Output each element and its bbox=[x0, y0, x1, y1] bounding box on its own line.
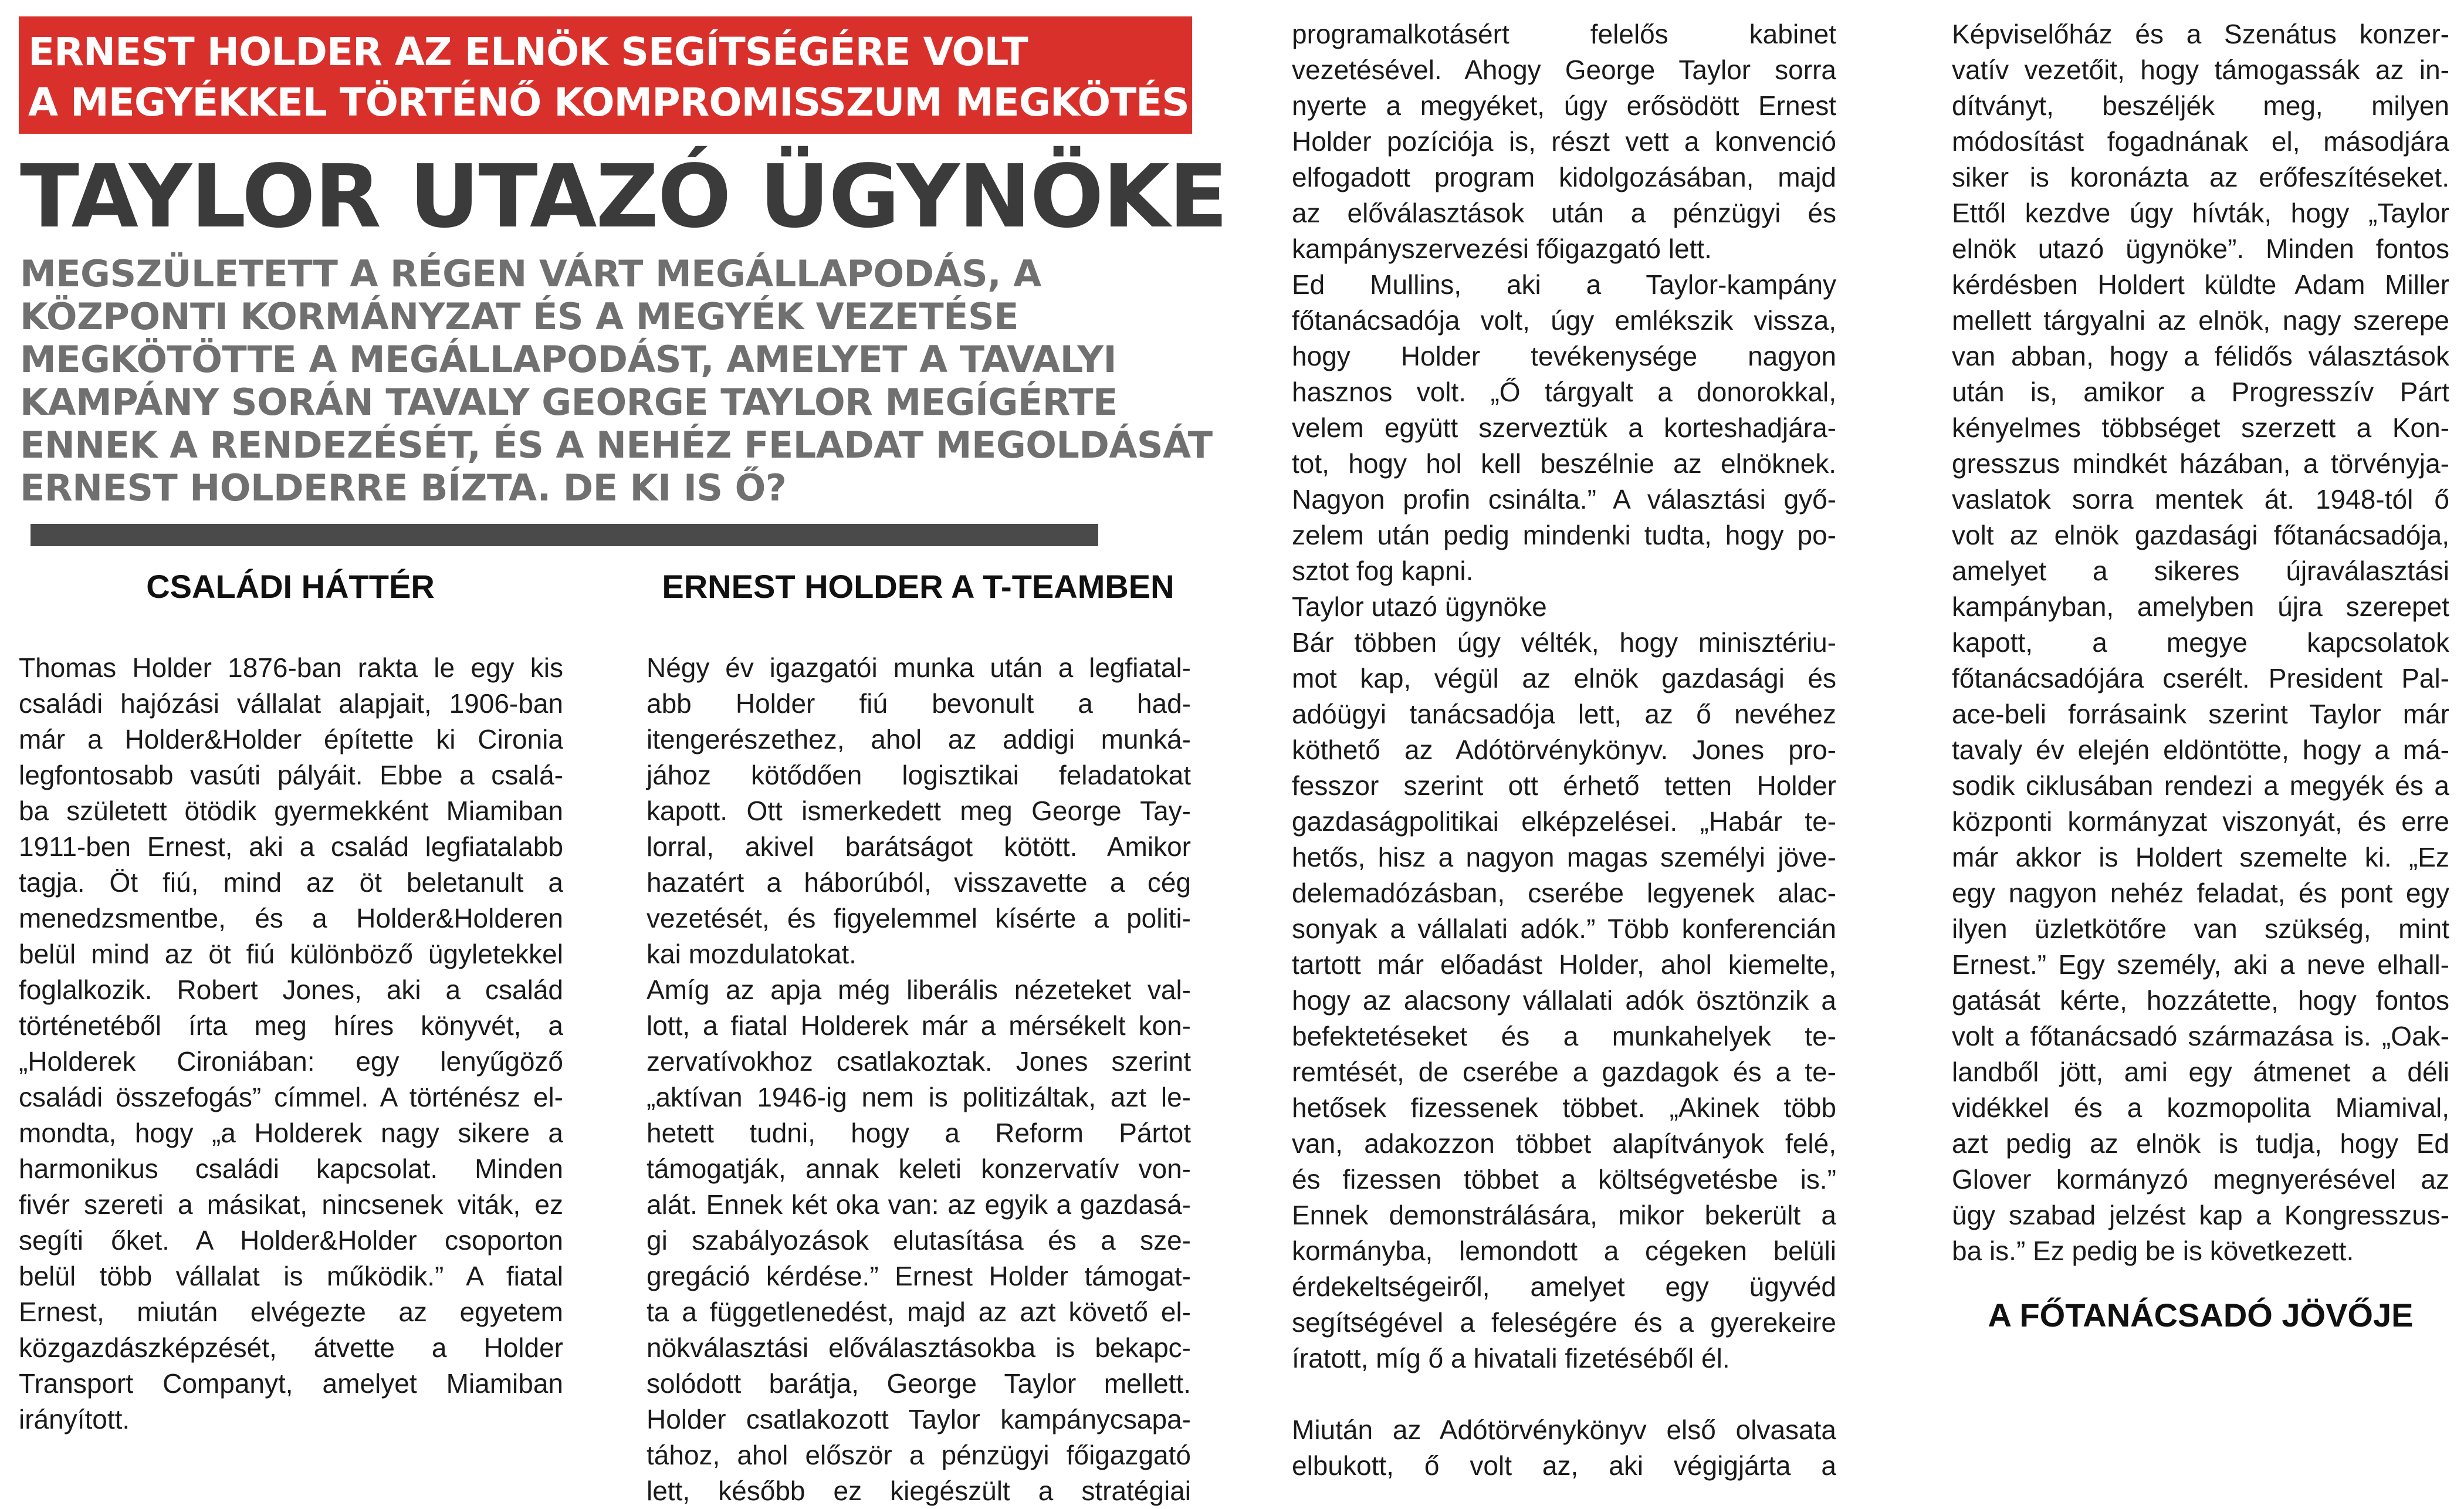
text-line: programalkotásért felelős kabinet bbox=[1292, 19, 1836, 49]
text-line: velem együtt szerveztük a korteshadjára- bbox=[1292, 412, 1836, 443]
text-line: hasznos volt. „Ő tárgyalt a donorokkal, bbox=[1292, 377, 1836, 407]
text-line: amelyet a sikeres újraválasztási bbox=[1952, 556, 2449, 586]
text-line: kényelmes többséget szerzett a Kon- bbox=[1952, 412, 2449, 443]
text-line: zelem után pedig mindenki tudta, hogy po- bbox=[1292, 520, 1836, 550]
text-line: főtanácsadójára cserélt. President Pal- bbox=[1952, 663, 2449, 693]
text-line: elnök utazó ügynöke”. Minden fontos bbox=[1952, 234, 2449, 264]
text-line: íratott, míg ő a hivatali fizetéséből él. bbox=[1292, 1343, 1730, 1373]
text-line: gatását kérte, hozzátette, hogy fontos bbox=[1952, 985, 2449, 1016]
text-line: ta a függetlenedést, majd az azt követő el- bbox=[647, 1297, 1191, 1327]
text-line: ba is.” Ez pedig be is következett. bbox=[1952, 1236, 2354, 1266]
lead-divider-bar bbox=[31, 524, 1098, 546]
text-line: 1911-ben Ernest, aki a család legfiatalabb bbox=[19, 831, 563, 862]
text-line: után is, amikor a Progresszív Párt bbox=[1952, 377, 2449, 407]
text-line: zervatívokhoz csatlakoztak. Jones szerint bbox=[647, 1046, 1191, 1077]
text-line: vatív vezetőit, hogy támogassák az in- bbox=[1952, 55, 2449, 85]
text-line: volt a főtanácsadó származása is. „Oak- bbox=[1952, 1021, 2449, 1051]
text-line: tavaly év elején eldöntötte, hogy a má- bbox=[1952, 735, 2449, 765]
text-line: Holder csatlakozott Taylor kampánycsapa- bbox=[647, 1404, 1191, 1434]
text-line: vezetésével. Ahogy George Taylor sorra bbox=[1292, 55, 1836, 85]
text-line: gazdaságpolitikai elképzelései. „Habár te- bbox=[1292, 806, 1836, 837]
column-body bbox=[19, 650, 563, 1437]
text-line: azt pedig az elnök is tudja, hogy Ed bbox=[1952, 1128, 2449, 1159]
lead-line: ERNEST HOLDERRE BÍZTA. DE KI IS Ő? bbox=[20, 466, 787, 509]
text-line: vaslatok sorra mentek át. 1948-tól ő bbox=[1952, 484, 2449, 515]
text-line: Ed Mullins, aki a Taylor-kampány bbox=[1292, 269, 1836, 300]
text-line: sodik ciklusában rendezi a megyék és a bbox=[1952, 770, 2449, 801]
lead-line: MEGSZÜLETETT A RÉGEN VÁRT MEGÁLLAPODÁS, A bbox=[20, 252, 1041, 295]
lead-line: MEGKÖTÖTTE A MEGÁLLAPODÁST, AMELYET A TAVALYI bbox=[20, 338, 1117, 381]
text-line: van, adakozzon többet alapítványok felé, bbox=[1292, 1128, 1836, 1159]
text-line: kampányban, amelyben újra szerepet bbox=[1952, 591, 2449, 622]
text-line: nökválasztási előválasztásokba is bekapc- bbox=[647, 1332, 1191, 1363]
text-line: ba született ötödik gyermekként Miamiban bbox=[19, 796, 563, 826]
text-line: van abban, hogy a félidős választások bbox=[1952, 341, 2449, 371]
text-line: ügy szabad jelzést kap a Kongresszus- bbox=[1952, 1200, 2449, 1230]
text-line: hogy az alacsony vállalati adók ösztönzik a bbox=[1292, 985, 1836, 1016]
text-line: menedzsmentbe, és a Holder&Holderen bbox=[19, 903, 563, 933]
text-line: mot kap, végül az elnök gazdasági és bbox=[1292, 663, 1836, 693]
lead-line: KÖZPONTI KORMÁNYZAT ÉS A MEGYÉK VEZETÉSE bbox=[20, 295, 1018, 338]
lead-line: ENNEK A RENDEZÉSÉT, ÉS A NEHÉZ FELADAT MEGOLDÁSÁT bbox=[20, 424, 1213, 466]
text-line: belül több vállalat is működik.” A fiatal bbox=[19, 1261, 563, 1291]
text-line: támogatják, annak keleti konzervatív von- bbox=[647, 1153, 1191, 1184]
text-line: egy nagyon nehéz feladat, és pont egy bbox=[1952, 878, 2449, 908]
text-line: jához kötődően logisztikai feladatokat bbox=[647, 760, 1191, 790]
text-line: tagja. Öt fiú, mind az öt beletanult a bbox=[19, 867, 563, 898]
text-line: főtanácsadója volt, úgy emlékszik vissza, bbox=[1292, 305, 1836, 336]
text-line: mondta, hogy „a Holderek nagy sikere a bbox=[19, 1118, 563, 1148]
text-line: történetéből írta meg híres könyvét, a bbox=[19, 1010, 563, 1041]
text-line: siker is koronázta az erőfeszítéseket. bbox=[1952, 162, 2449, 192]
text-line: érdekeltségeiről, amelyet egy ügyvéd bbox=[1292, 1271, 1836, 1302]
text-line: az előválasztások után a pénzügyi és bbox=[1292, 198, 1836, 228]
text-line: mellett tárgyalni az elnök, nagy szerepe bbox=[1952, 305, 2449, 336]
text-line: Nagyon profin csinálta.” A választási győ- bbox=[1292, 484, 1836, 515]
kicker-banner bbox=[19, 16, 1302, 134]
text-line: családi hajózási vállalat alapjait, 1906-ban bbox=[19, 688, 563, 719]
column-heading: A FŐTANÁCSADÓ JÖVŐJE bbox=[1988, 1297, 2414, 1334]
text-line: Bár többen úgy vélték, hogy minisztériu- bbox=[1292, 627, 1836, 658]
text-line: Holder pozíciója is, részt vett a konvenció bbox=[1292, 126, 1836, 157]
text-line: tához, ahol először a pénzügyi főigazgató bbox=[647, 1440, 1191, 1470]
text-line: nyerte a megyéket, úgy erősödött Ernest bbox=[1292, 90, 1836, 121]
text-line: landből jött, ami egy átmenet a déli bbox=[1952, 1057, 2449, 1087]
text-line: abb Holder fiú bevonult a had- bbox=[647, 688, 1191, 719]
text-line: kapott. Ott ismerkedett meg George Tay- bbox=[647, 796, 1191, 826]
text-line: gi szabályozások elutasítása és a sze- bbox=[647, 1225, 1191, 1256]
text-line: hetős, hisz a nagyon magas személyi jöve- bbox=[1292, 842, 1836, 872]
text-line: tartott már előadást Holder, ahol kiemelte, bbox=[1292, 949, 1836, 980]
text-line: kormányba, lemondott a cégeken belüli bbox=[1292, 1236, 1836, 1266]
column-body bbox=[1292, 16, 1836, 1484]
text-line: delemadózásban, cserébe legyenek alac- bbox=[1292, 878, 1836, 908]
text-line: kai mozdulatokat. bbox=[647, 939, 857, 969]
text-line: Miután az Adótörvénykönyv első olvasata bbox=[1292, 1415, 1836, 1445]
text-line: és fizessen többet a költségvetésbe is.” bbox=[1292, 1164, 1836, 1195]
lead-paragraph bbox=[20, 252, 1213, 509]
text-line: elfogadott program kidolgozásában, majd bbox=[1292, 162, 1836, 192]
text-line: Glover kormányzó megnyerésével az bbox=[1952, 1164, 2449, 1195]
text-line: remtését, de cserébe a gazdagok és a te- bbox=[1292, 1057, 1836, 1087]
text-line: „Holderek Cironiában: egy lenyűgöző bbox=[19, 1046, 563, 1077]
column-body bbox=[1952, 16, 2449, 1269]
text-line: belül mind az öt fiú különböző ügyletekkel bbox=[19, 939, 563, 969]
text-line: volt az elnök gazdasági főtanácsadója, bbox=[1952, 520, 2449, 550]
text-line: központi kormányzat viszonyát, és erre bbox=[1952, 806, 2449, 837]
text-line: vidékkel és a kozmopolita Miamival, bbox=[1952, 1092, 2449, 1123]
text-line: ilyen üzletkötőre van szükség, mint bbox=[1952, 913, 2449, 944]
text-line: Ernest.” Egy személy, aki a neve elhall- bbox=[1952, 949, 2449, 980]
text-line: elbukott, ő volt az, aki végigjárta a bbox=[1292, 1450, 1836, 1481]
text-line: „aktívan 1946-ig nem is politizáltak, azt le- bbox=[647, 1082, 1191, 1112]
text-line: fesszor szerint ott érhető tetten Holder bbox=[1292, 770, 1836, 801]
text-line: hetett tudni, hogy a Reform Pártot bbox=[647, 1118, 1191, 1148]
text-line: tot, hogy hol kell beszélnie az elnöknek. bbox=[1292, 448, 1836, 479]
column-heading: ERNEST HOLDER A T-TEAMBEN bbox=[662, 568, 1175, 605]
text-line: Ernest, miután elvégezte az egyetem bbox=[19, 1297, 563, 1327]
text-line: kapott, a megye kapcsolatok bbox=[1952, 627, 2449, 658]
kicker-line: ERNEST HOLDER AZ ELNÖK SEGÍTSÉGÉRE VOLT bbox=[28, 29, 1028, 75]
text-line: módosítást fogadnának el, másodjára bbox=[1952, 126, 2449, 157]
text-line: segíti őket. A Holder&Holder csoporton bbox=[19, 1225, 563, 1256]
text-line: már akkor is Holdert szemelte ki. „Ez bbox=[1952, 842, 2449, 872]
text-line: hetősek fizessenek többet. „Akinek több bbox=[1292, 1092, 1836, 1123]
text-line: Amíg az apja még liberális nézeteket val- bbox=[647, 975, 1191, 1005]
text-line: hogy Holder tevékenysége nagyon bbox=[1292, 341, 1836, 371]
headline: TAYLOR UTAZÓ ÜGYNÖKE bbox=[20, 146, 1227, 247]
text-line: fivér szereti a másikat, nincsenek viták, ez bbox=[19, 1189, 563, 1220]
text-line: gresszus mindkét házában, a törvényja- bbox=[1952, 448, 2449, 479]
text-line: solódott barátja, George Taylor mellett. bbox=[647, 1368, 1191, 1399]
text-line: családi összefogás” címmel. A történész el- bbox=[19, 1082, 563, 1112]
text-line: közgazdászképzését, átvette a Holder bbox=[19, 1332, 563, 1363]
text-line: Ettől kezdve úgy hívták, hogy „Taylor bbox=[1952, 198, 2449, 228]
text-line: alát. Ennek két oka van: az egyik a gazdasá- bbox=[647, 1189, 1191, 1220]
text-line: köthető az Adótörvénykönyv. Jones pro- bbox=[1292, 735, 1836, 765]
text-line: Ennek demonstrálására, mikor bekerült a bbox=[1292, 1200, 1836, 1230]
text-line: foglalkozik. Robert Jones, aki a család bbox=[19, 975, 563, 1005]
text-line: gregáció kérdése.” Ernest Holder támogat- bbox=[647, 1261, 1191, 1291]
text-line: Transport Companyt, amelyet Miamiban bbox=[19, 1368, 563, 1399]
lead-line: KAMPÁNY SORÁN TAVALY GEORGE TAYLOR MEGÍGÉRTE bbox=[20, 381, 1118, 424]
text-line: irányított. bbox=[19, 1404, 130, 1434]
column-body bbox=[647, 650, 1191, 1509]
text-line: lott, a fiatal Holderek már a mérsékelt kon- bbox=[647, 1010, 1191, 1041]
text-line: adóügyi tanácsadója lett, az ő nevéhez bbox=[1292, 699, 1836, 729]
text-line: dítványt, beszéljék meg, milyen bbox=[1952, 90, 2449, 121]
text-line: kérdésben Holdert küldte Adam Miller bbox=[1952, 269, 2449, 300]
text-line: ace-beli forrásaink szerint Taylor már bbox=[1952, 699, 2449, 729]
text-line: itengerészethez, ahol az addigi munká- bbox=[647, 724, 1191, 754]
subheading-line: Taylor utazó ügynöke bbox=[1292, 591, 1547, 622]
text-line: sztot fog kapni. bbox=[1292, 556, 1474, 586]
text-line: vezetését, és figyelemmel kísérte a politi- bbox=[647, 903, 1191, 933]
text-line: kampányszervezési főigazgató lett. bbox=[1292, 234, 1712, 264]
text-line: hazatért a háborúból, visszavette a cég bbox=[647, 867, 1191, 898]
text-line: Thomas Holder 1876-ban rakta le egy kis bbox=[19, 652, 563, 683]
text-line: sonyak a vállalati adók.” Több konferencián bbox=[1292, 913, 1836, 944]
text-line: legfontosabb vasúti pályáit. Ebbe a csalá- bbox=[19, 760, 563, 790]
text-line: lorral, akivel barátságot kötött. Amikor bbox=[647, 831, 1191, 862]
text-line: harmonikus családi kapcsolat. Minden bbox=[19, 1153, 563, 1184]
text-line: befektetéseket és a munkahelyek te- bbox=[1292, 1021, 1836, 1051]
kicker-line: A MEGYÉKKEL TÖRTÉNŐ KOMPROMISSZUM MEGKÖTÉSÉBEN bbox=[28, 80, 1302, 125]
text-line: lett, később ez kiegészült a stratégiai bbox=[647, 1476, 1191, 1506]
text-line: Képviselőház és a Szenátus konzer- bbox=[1952, 19, 2449, 49]
text-line: már a Holder&Holder építette ki Cironia bbox=[19, 724, 563, 754]
text-line: Négy év igazgatói munka után a legfiatal- bbox=[647, 652, 1191, 683]
column-heading: CSALÁDI HÁTTÉR bbox=[146, 568, 435, 605]
text-line: segítségével a feleségére és a gyerekeire bbox=[1292, 1307, 1836, 1338]
